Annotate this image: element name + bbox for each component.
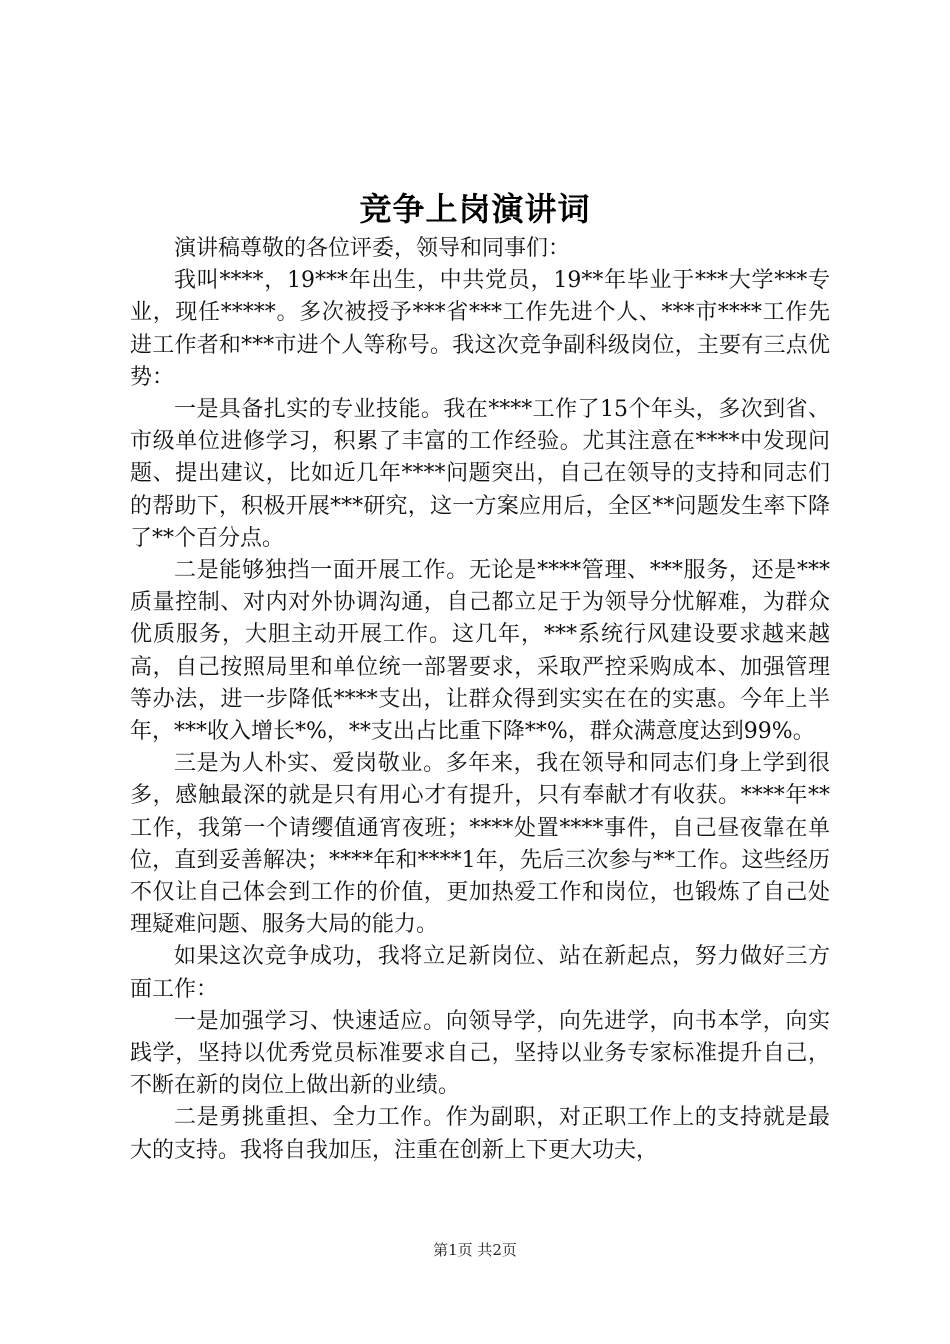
document-title: 竞争上岗演讲词 (359, 190, 591, 228)
paragraph-introduction: 我叫****，19***年出生，中共党员，19**年毕业于***大学***专业，现任*****。多次被授予***省***工作先进个人、***市****工作先进工作者和***市进个人等称号。我这次竞争副科级岗位，主要有三点优势： (130, 268, 830, 390)
paragraph-salutation: 演讲稿尊敬的各位评委，领导和同事们： (174, 236, 571, 261)
page-footer: 第1页 共2页 (433, 1241, 517, 1259)
paragraph-plan-intro: 如果这次竞争成功，我将立足新岗位、站在新起点，努力做好三方面工作： (130, 944, 830, 1002)
document-body (130, 233, 830, 1167)
paragraph-advantage-one: 一是具备扎实的专业技能。我在****工作了15个年头，多次到省、市级单位进修学习，积累了丰富的工作经验。尤其注意在****中发现问题、提出建议，比如近几年****问题突出，自己在领导的支持和同志们的帮助下，积极开展***研究，这一方案应用后，全区**问题发生率下降了**个百分点。 (130, 397, 830, 551)
paragraph-plan-two: 二是勇挑重担、全力工作。作为副职，对正职工作上的支持就是最大的支持。我将自我加压，注重在创新上下更大功夫， (130, 1105, 830, 1163)
paragraph-plan-one: 一是加强学习、快速适应。向领导学，向先进学，向书本学，向实践学，坚持以优秀党员标准要求自己，坚持以业务专家标准提升自己，不断在新的岗位上做出新的业绩。 (130, 1008, 830, 1099)
paragraph-advantage-three: 三是为人朴实、爱岗敬业。多年来，我在领导和同志们身上学到很多，感触最深的就是只有用心才有提升，只有奉献才有收获。****年**工作，我第一个请缨值通宵夜班；****处置****事件，自己昼夜靠在单位，直到妥善解决；****年和****1年，先后三次参与**工作。这些经历不仅让自己体会到工作的价值，更加热爱工作和岗位，也锻炼了自己处理疑难问题、服务大局的能力。 (130, 751, 830, 938)
paragraph-advantage-two: 二是能够独挡一面开展工作。无论是****管理、***服务，还是***质量控制、对内对外协调沟通，自己都立足于为领导分忧解难，为群众优质服务，大胆主动开展工作。这几年，***系统行风建设要求越来越高，自己按照局里和单位统一部署要求，采取严控采购成本、加强管理等办法，进一步降低****支出，让群众得到实实在在的实惠。今年上半年，***收入增长*%，**支出占比重下降**%，群众满意度达到99%。 (130, 558, 830, 745)
